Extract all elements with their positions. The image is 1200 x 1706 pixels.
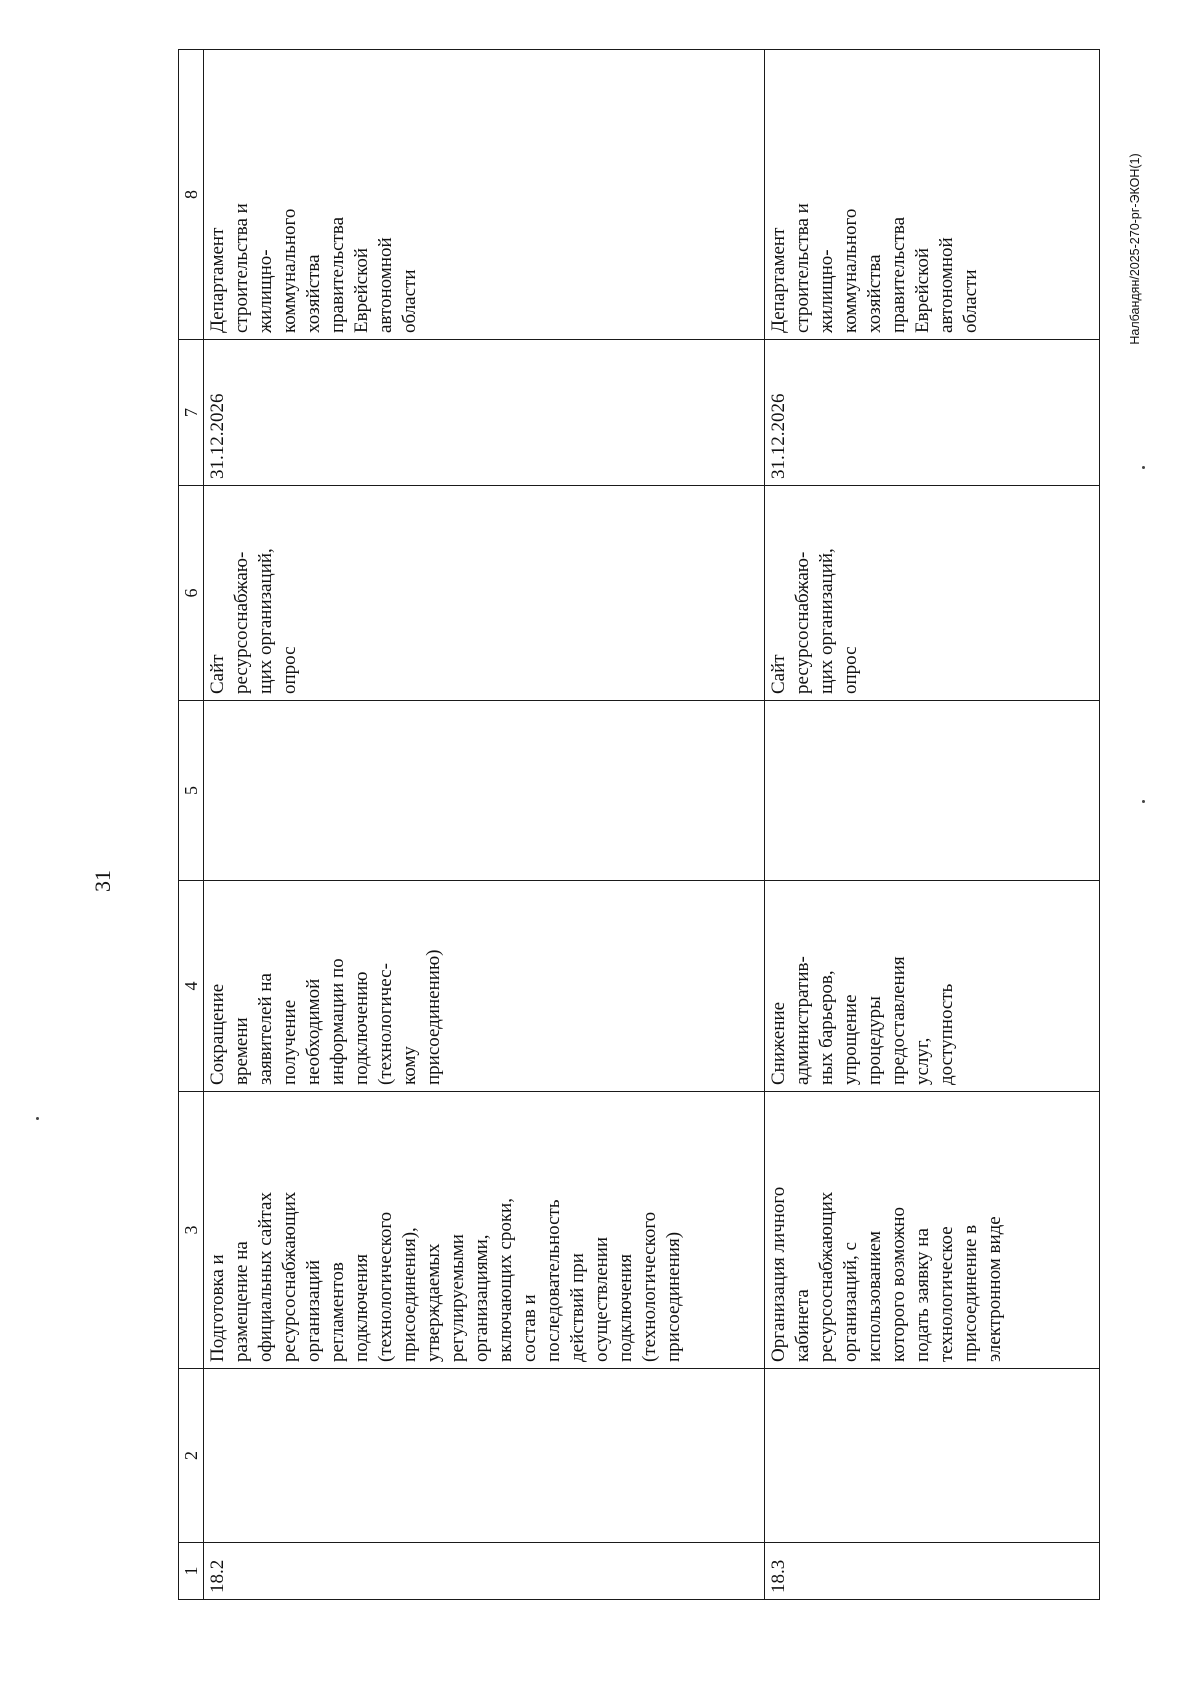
document-code — [1123, 153, 1147, 345]
cell-col-2 — [765, 1369, 1100, 1543]
measure-description-cell: Подготовка и размещение на официальных сайтах ресурсоснабжающих организаций регламентов подключения (технологического присоединения), утверждаемых регулируемыми организациями, включающих сроки, состав и последовательность действий при осуществлении подключения (технологического присоединения) — [204, 1092, 765, 1369]
measures-table — [178, 49, 1100, 1600]
table-row — [765, 50, 1100, 1600]
table-row — [204, 50, 765, 1600]
cell-col-2 — [204, 1369, 765, 1543]
column-number-8: 8 — [179, 50, 204, 340]
row-number-cell: 18.3 — [765, 1543, 1100, 1600]
deadline-cell: 31.12.2026 — [765, 340, 1100, 486]
column-number-6: 6 — [179, 486, 204, 701]
measure-description-cell: Организация личного кабинета ресурсоснабжающих организаций, с использованием которого возможно подать заявку на технологическое присоединение в электронном виде — [765, 1092, 1100, 1369]
expected-result-cell: Снижение административ- ных барьеров, упрощение процедуры предоставления услуг, доступность — [765, 881, 1100, 1092]
column-number-row — [179, 50, 204, 1600]
table-container — [178, 122, 1094, 1600]
expected-result-cell: Сокращение времени заявителей на получение необходимой информации по подключению (технологичес- кому присоединению) — [204, 881, 765, 1092]
column-number-1: 1 — [179, 1543, 204, 1600]
scan-speck — [1142, 800, 1145, 803]
column-number-4: 4 — [179, 881, 204, 1092]
row-number-cell: 18.2 — [204, 1543, 765, 1600]
column-number-2: 2 — [179, 1369, 204, 1543]
cell-col-5 — [204, 701, 765, 881]
verification-source-cell: Сайт ресурсоснабжаю- щих организаций, опрос — [765, 486, 1100, 701]
scan-speck — [36, 1117, 39, 1120]
column-number-7: 7 — [179, 340, 204, 486]
deadline-cell: 31.12.2026 — [204, 340, 765, 486]
column-number-5: 5 — [179, 701, 204, 881]
scan-speck — [1142, 466, 1145, 469]
responsible-party-cell: Департамент строительства и жилищно- коммунального хозяйства правительства Еврейской автономной области — [204, 50, 765, 340]
cell-col-5 — [765, 701, 1100, 881]
responsible-party-cell: Департамент строительства и жилищно- коммунального хозяйства правительства Еврейской автономной области — [765, 50, 1100, 340]
column-number-3: 3 — [179, 1092, 204, 1369]
page-number: 31 — [90, 870, 115, 892]
document-code-text: Налбандян/2025-270-рг-ЭКОН(1) — [1128, 153, 1142, 345]
verification-source-cell: Сайт ресурсоснабжаю- щих организаций, опрос — [204, 486, 765, 701]
rotated-table-frame — [178, 122, 1094, 1600]
